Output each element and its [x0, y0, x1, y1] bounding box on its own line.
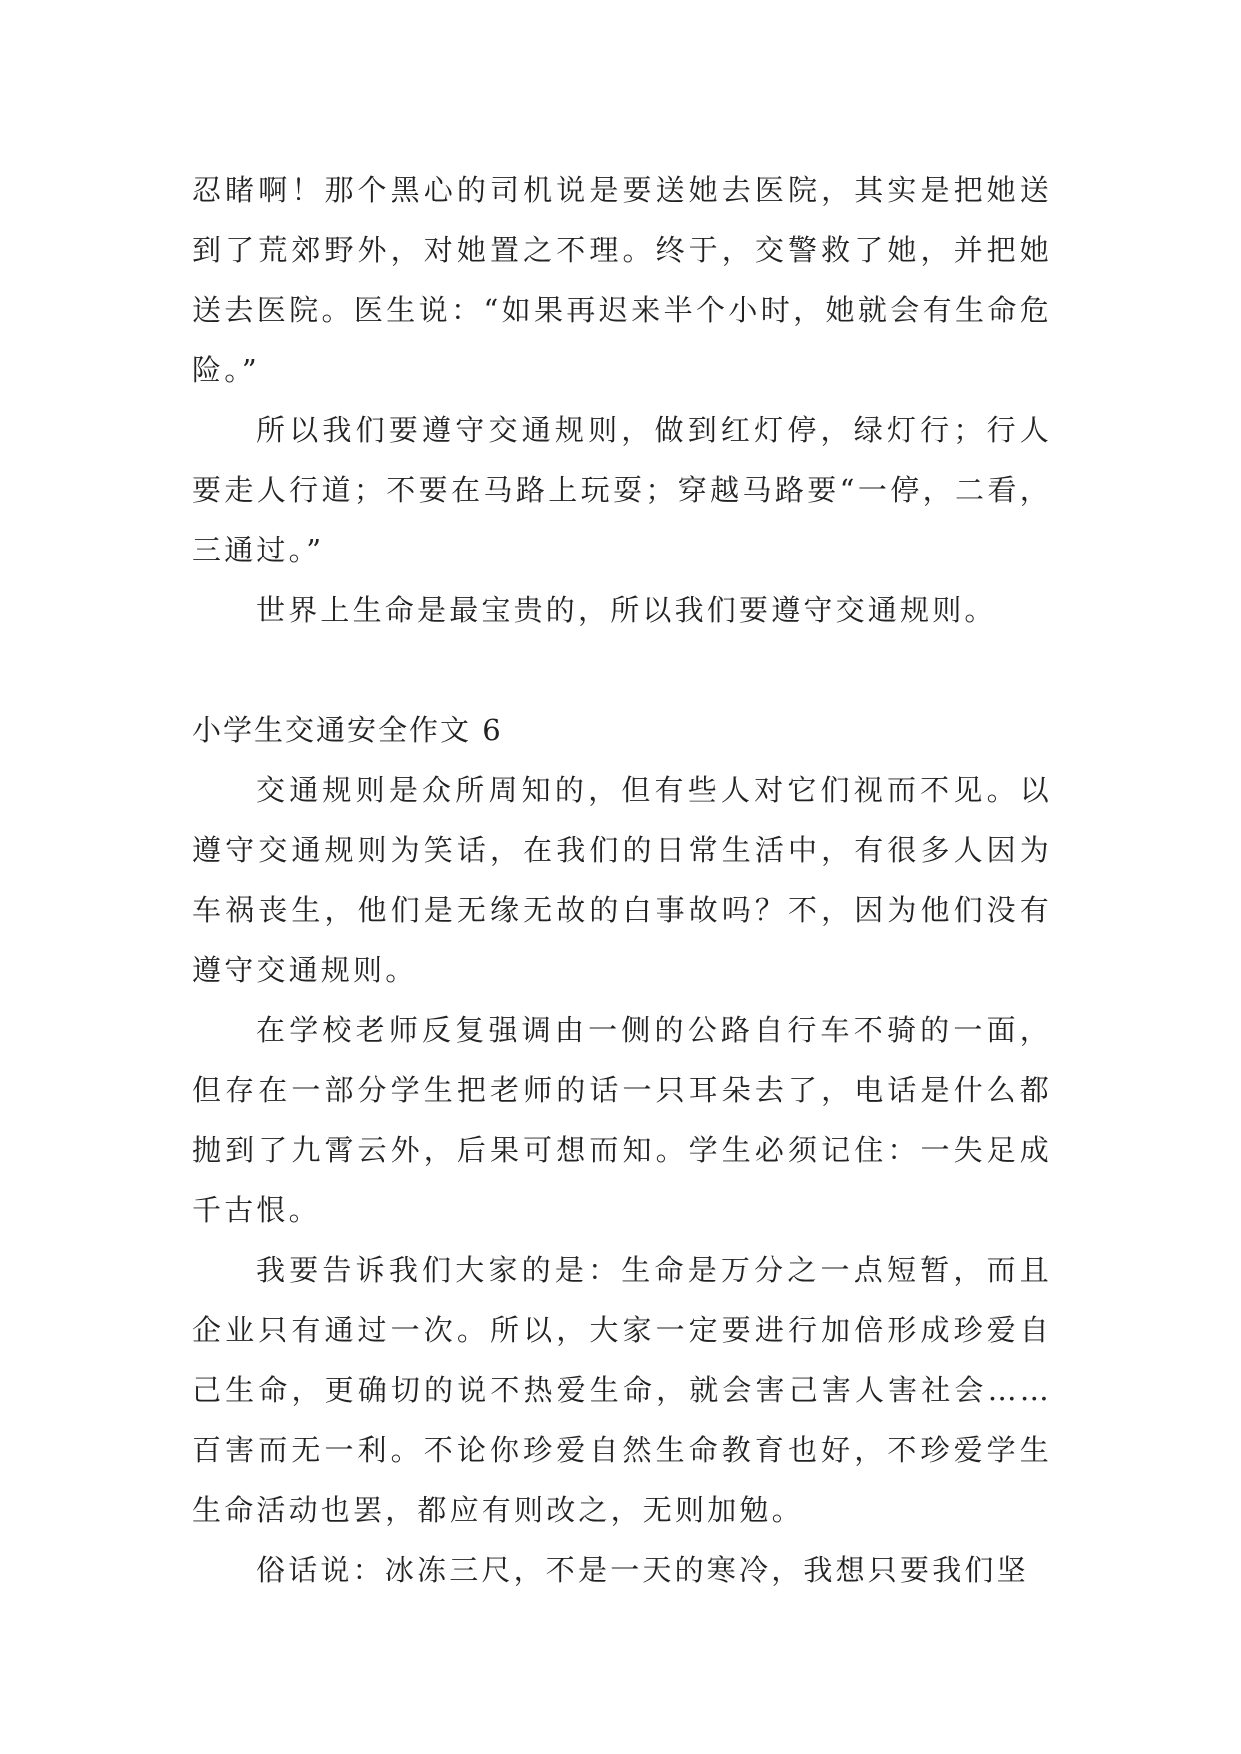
- paragraph-rules: 所以我们要遵守交通规则，做到红灯停，绿灯行；行人要走人行道；不要在马路上玩耍；穿越马路要“一停，二看，三通过。”: [192, 413, 1052, 567]
- section-gap: [192, 640, 1052, 700]
- paragraph-continued: 忍睹啊！那个黑心的司机说是要送她去医院，其实是把她送到了荒郊野外，对她置之不理。终于，交警救了她，并把她送去医院。医生说：“如果再迟来半个小时，她就会有生命危险。”: [192, 173, 1052, 387]
- section-title: 小学生交通安全作文 6: [192, 713, 503, 747]
- paragraph-section-2: 在学校老师反复强调由一侧的公路自行车不骑的一面，但存在一部分学生把老师的话一只耳朵去了，电话是什么都抛到了九霄云外，后果可想而知。学生必须记住：一失足成千古恨。: [192, 1013, 1052, 1227]
- paragraph-section-4: 俗话说：冰冻三尺，不是一天的寒冷，我想只要我们坚: [256, 1553, 1029, 1587]
- paragraph-section-1: 交通规则是众所周知的，但有些人对它们视而不见。以遵守交通规则为笑话，在我们的日常生活中，有很多人因为车祸丧生，他们是无缘无故的白事故吗？不，因为他们没有遵守交通规则。: [192, 773, 1052, 987]
- paragraph-section-3: 我要告诉我们大家的是：生命是万分之一点短暂，而且企业只有通过一次。所以，大家一定要进行加倍形成珍爱自己生命，更确切的说不热爱生命，就会害己害人害社会……百害而无一利。不论你珍爱自然生命教育也好，不珍爱学生生命活动也罢，都应有则改之，无则加勉。: [192, 1253, 1052, 1527]
- document-page: [192, 160, 1052, 1600]
- paragraph-conclusion: 世界上生命是最宝贵的，所以我们要遵守交通规则。: [256, 593, 997, 627]
